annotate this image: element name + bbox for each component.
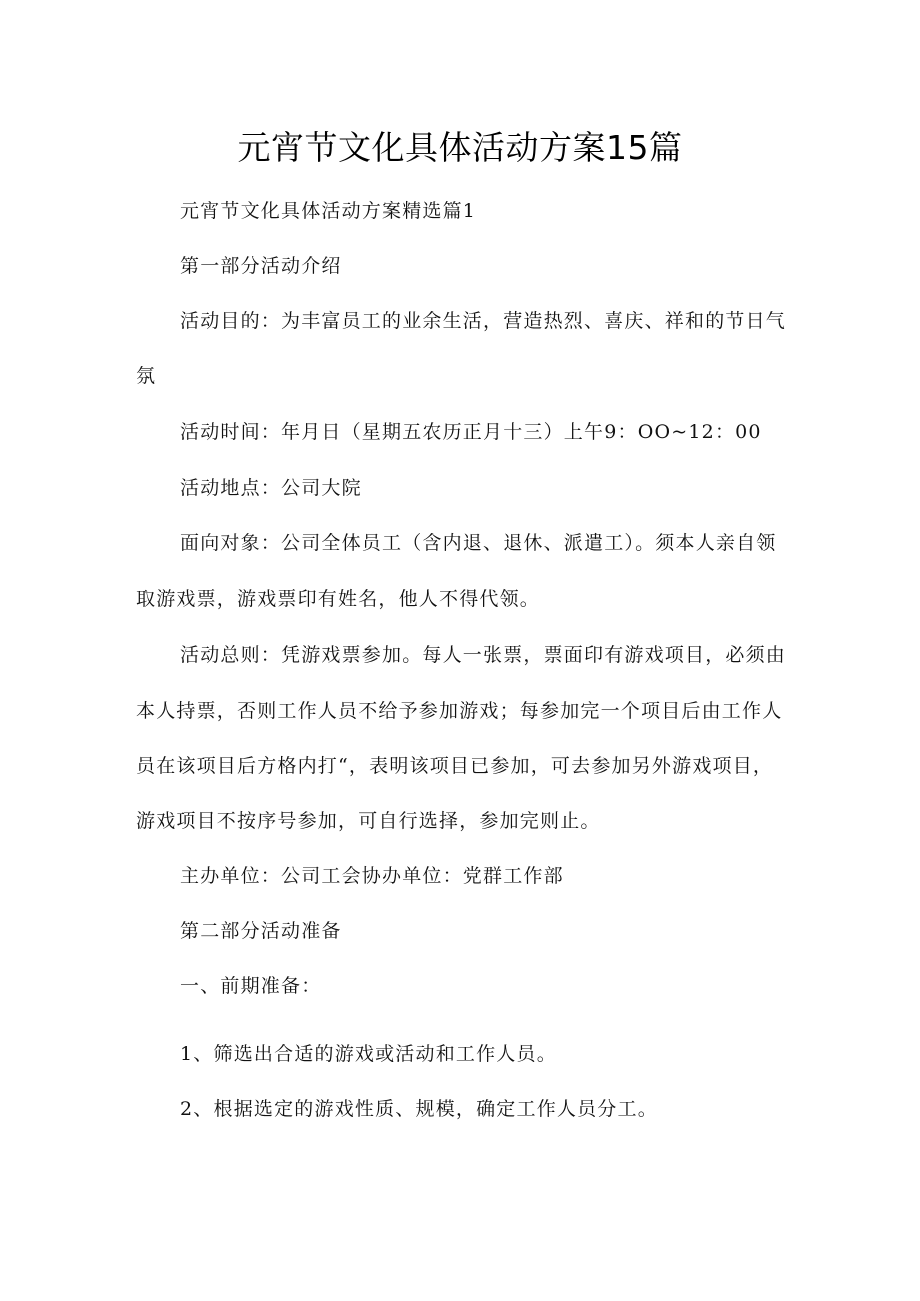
paragraph-line: 活动地点：公司大院 bbox=[180, 477, 362, 499]
paragraph-line: 本人持票，否则工作人员不给予参加游戏；每参加完一个项目后由工作人 bbox=[136, 700, 783, 722]
paragraph-line: 取游戏票，游戏票印有姓名，他人不得代领。 bbox=[136, 588, 541, 610]
list-item: 2、根据选定的游戏性质、规模，确定工作人员分工。 bbox=[180, 1098, 658, 1120]
paragraph-line: 活动总则：凭游戏票参加。每人一张票，票面印有游戏项目，必须由 bbox=[180, 644, 787, 666]
paragraph-line: 主办单位：公司工会协办单位：党群工作部 bbox=[180, 865, 564, 887]
section-heading: 元宵节文化具体活动方案精选篇1 bbox=[180, 200, 477, 222]
paragraph-line: 氛 bbox=[136, 365, 157, 387]
part-heading: 第二部分活动准备 bbox=[180, 920, 342, 942]
subheading: 一、前期准备： bbox=[180, 975, 322, 997]
document-title: 元宵节文化具体活动方案15篇 bbox=[237, 128, 683, 167]
paragraph-line: 员在该项目后方格内打“，表明该项目已参加，可去参加另外游戏项目， bbox=[136, 755, 774, 777]
list-item: 1、筛选出合适的游戏或活动和工作人员。 bbox=[180, 1043, 557, 1065]
paragraph-line: 游戏项目不按序号参加，可自行选择，参加完则止。 bbox=[136, 810, 601, 832]
paragraph-line: 面向对象：公司全体员工（含内退、退休、派遣工）。须本人亲自领 bbox=[180, 532, 777, 554]
paragraph-line: 活动目的：为丰富员工的业余生活，营造热烈、喜庆、祥和的节日气 bbox=[180, 310, 787, 332]
paragraph-line: 活动时间：年月日（星期五农历正月十三）上午9：OO~12：00 bbox=[180, 421, 762, 443]
part-heading: 第一部分活动介绍 bbox=[180, 255, 342, 277]
